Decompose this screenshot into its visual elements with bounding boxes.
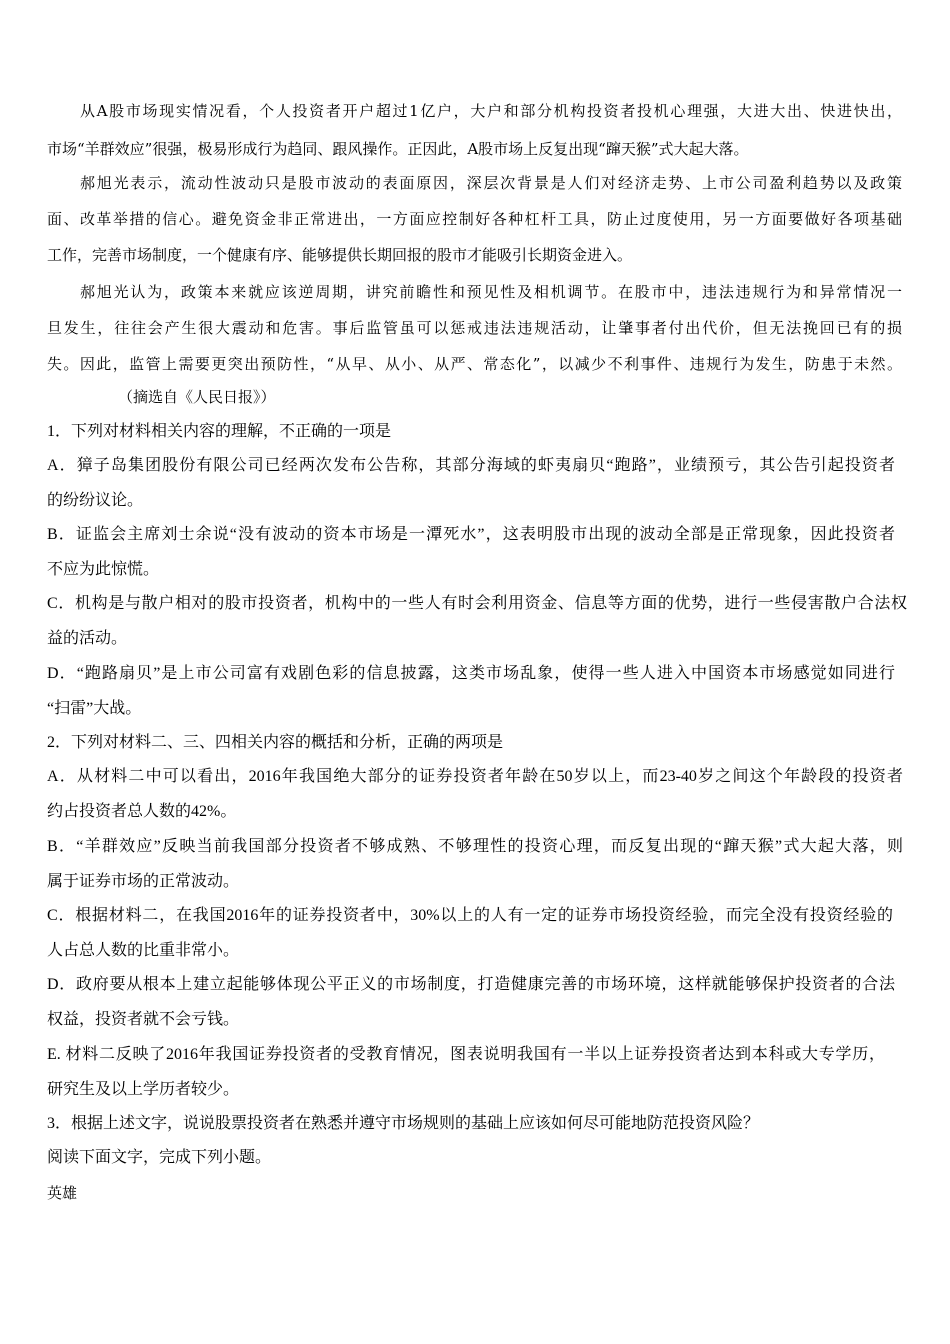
passage-p2-line2: 面、改革举措的信心。避免资金非正常进出，一方面应控制好各种杠杆工具，防止过度使用，另一方面要做好各项基础 [47,210,902,228]
next-section-intro: 阅读下面文字，完成下列小题。 [47,1149,272,1166]
question-1-option-c-line1: C．机构是与散户相对的股市投资者，机构中的一些人有时会利用资金、信息等方面的优势，进行一些侵害散户合法权 [47,595,907,612]
passage-p3-line1: 郝旭光认为，政策本来就应该逆周期，讲究前瞻性和预见性及相机调节。在股市中，违法违规行为和异常情况一 [80,283,902,301]
question-1-stem: 1．下列对材料相关内容的理解，不正确的一项是 [47,423,392,440]
question-2-stem: 2．下列对材料二、三、四相关内容的概括和分析，正确的两项是 [47,734,504,751]
question-1-option-b-line1: B．证监会主席刘士余说“没有波动的资本市场是一潭死水”，这表明股市出现的波动全部是正常现象，因此投资者 [47,526,895,543]
passage-p3-line3: 失。因此，监管上需要更突出预防性，“从早、从小、从严、常态化”，以减少不利事件、违规行为发生，防患于未然。 [47,355,902,373]
question-2-option-b-line1: B．“羊群效应”反映当前我国部分投资者不够成熟、不够理性的投资心理，而反复出现的“蹿天猴”式大起大落，则 [47,838,903,855]
question-2-option-c-line2: 人占总人数的比重非常小。 [47,942,240,959]
question-2-option-e-line1: E. 材料二反映了2016年我国证券投资者的受教育情况，图表说明我国有一半以上证券投资者达到本科或大专学历， [47,1046,885,1063]
question-2-option-a-line2: 约占投资者总人数的42%。 [47,803,237,820]
question-2-option-e-line2: 研究生及以上学历者较少。 [47,1081,240,1098]
question-1-option-d-line1: D．“跑路扇贝”是上市公司富有戏剧色彩的信息披露，这类市场乱象，使得一些人进入中国资本市场感觉如同进行 [47,665,895,682]
question-2-option-c-line1: C．根据材料二，在我国2016年的证券投资者中，30%以上的人有一定的证券市场投资经验，而完全没有投资经验的 [47,907,893,924]
passage-p1-line1: 从A股市场现实情况看，个人投资者开户超过1亿户，大户和部分机构投资者投机心理强，大进大出、快进快出， [80,102,902,120]
question-1-option-c-line2: 益的活动。 [47,630,128,647]
passage-source: （摘选自《人民日报》） [118,388,276,406]
question-1-option-a-line2: 的纷纷议论。 [47,492,144,509]
question-2-option-a-line1: A．从材料二中可以看出，2016年我国绝大部分的证券投资者年龄在50岁以上，而23-40岁之间这个年龄段的投资者 [47,768,903,785]
passage-p2-line1: 郝旭光表示，流动性波动只是股市波动的表面原因，深层次背景是人们对经济走势、上市公司盈利趋势以及政策 [80,174,902,192]
question-1-option-a-line1: A．獐子岛集团股份有限公司已经两次发布公告称，其部分海域的虾夷扇贝“跑路”，业绩预亏，其公告引起投资者 [47,457,895,474]
question-3-stem: 3．根据上述文字，说说股票投资者在熟悉并遵守市场规则的基础上应该如何尽可能地防范投资风险？ [47,1115,760,1132]
passage-p3-line2: 旦发生，往往会产生很大震动和危害。事后监管虽可以惩戒违法违规活动，让肇事者付出代价，但无法挽回已有的损 [47,319,902,337]
passage-p2-line3: 工作，完善市场制度，一个健康有序、能够提供长期回报的股市才能吸引长期资金进入。 [47,246,633,264]
question-1-option-b-line2: 不应为此惊慌。 [47,561,160,578]
question-2-option-b-line2: 属于证券市场的正常波动。 [47,873,240,890]
passage-p1-line2: 市场“羊群效应”很强，极易形成行为趋同、跟风操作。正因此，A股市场上反复出现“蹿天猴”式大起大落。 [47,140,749,158]
next-section-title: 英雄 [47,1184,78,1202]
question-1-option-d-line2: “扫雷”大战。 [47,700,142,717]
question-2-option-d-line2: 权益，投资者就不会亏钱。 [47,1011,240,1028]
question-2-option-d-line1: D．政府要从根本上建立起能够体现公平正义的市场制度，打造健康完善的市场环境，这样就能够保护投资者的合法 [47,976,895,993]
